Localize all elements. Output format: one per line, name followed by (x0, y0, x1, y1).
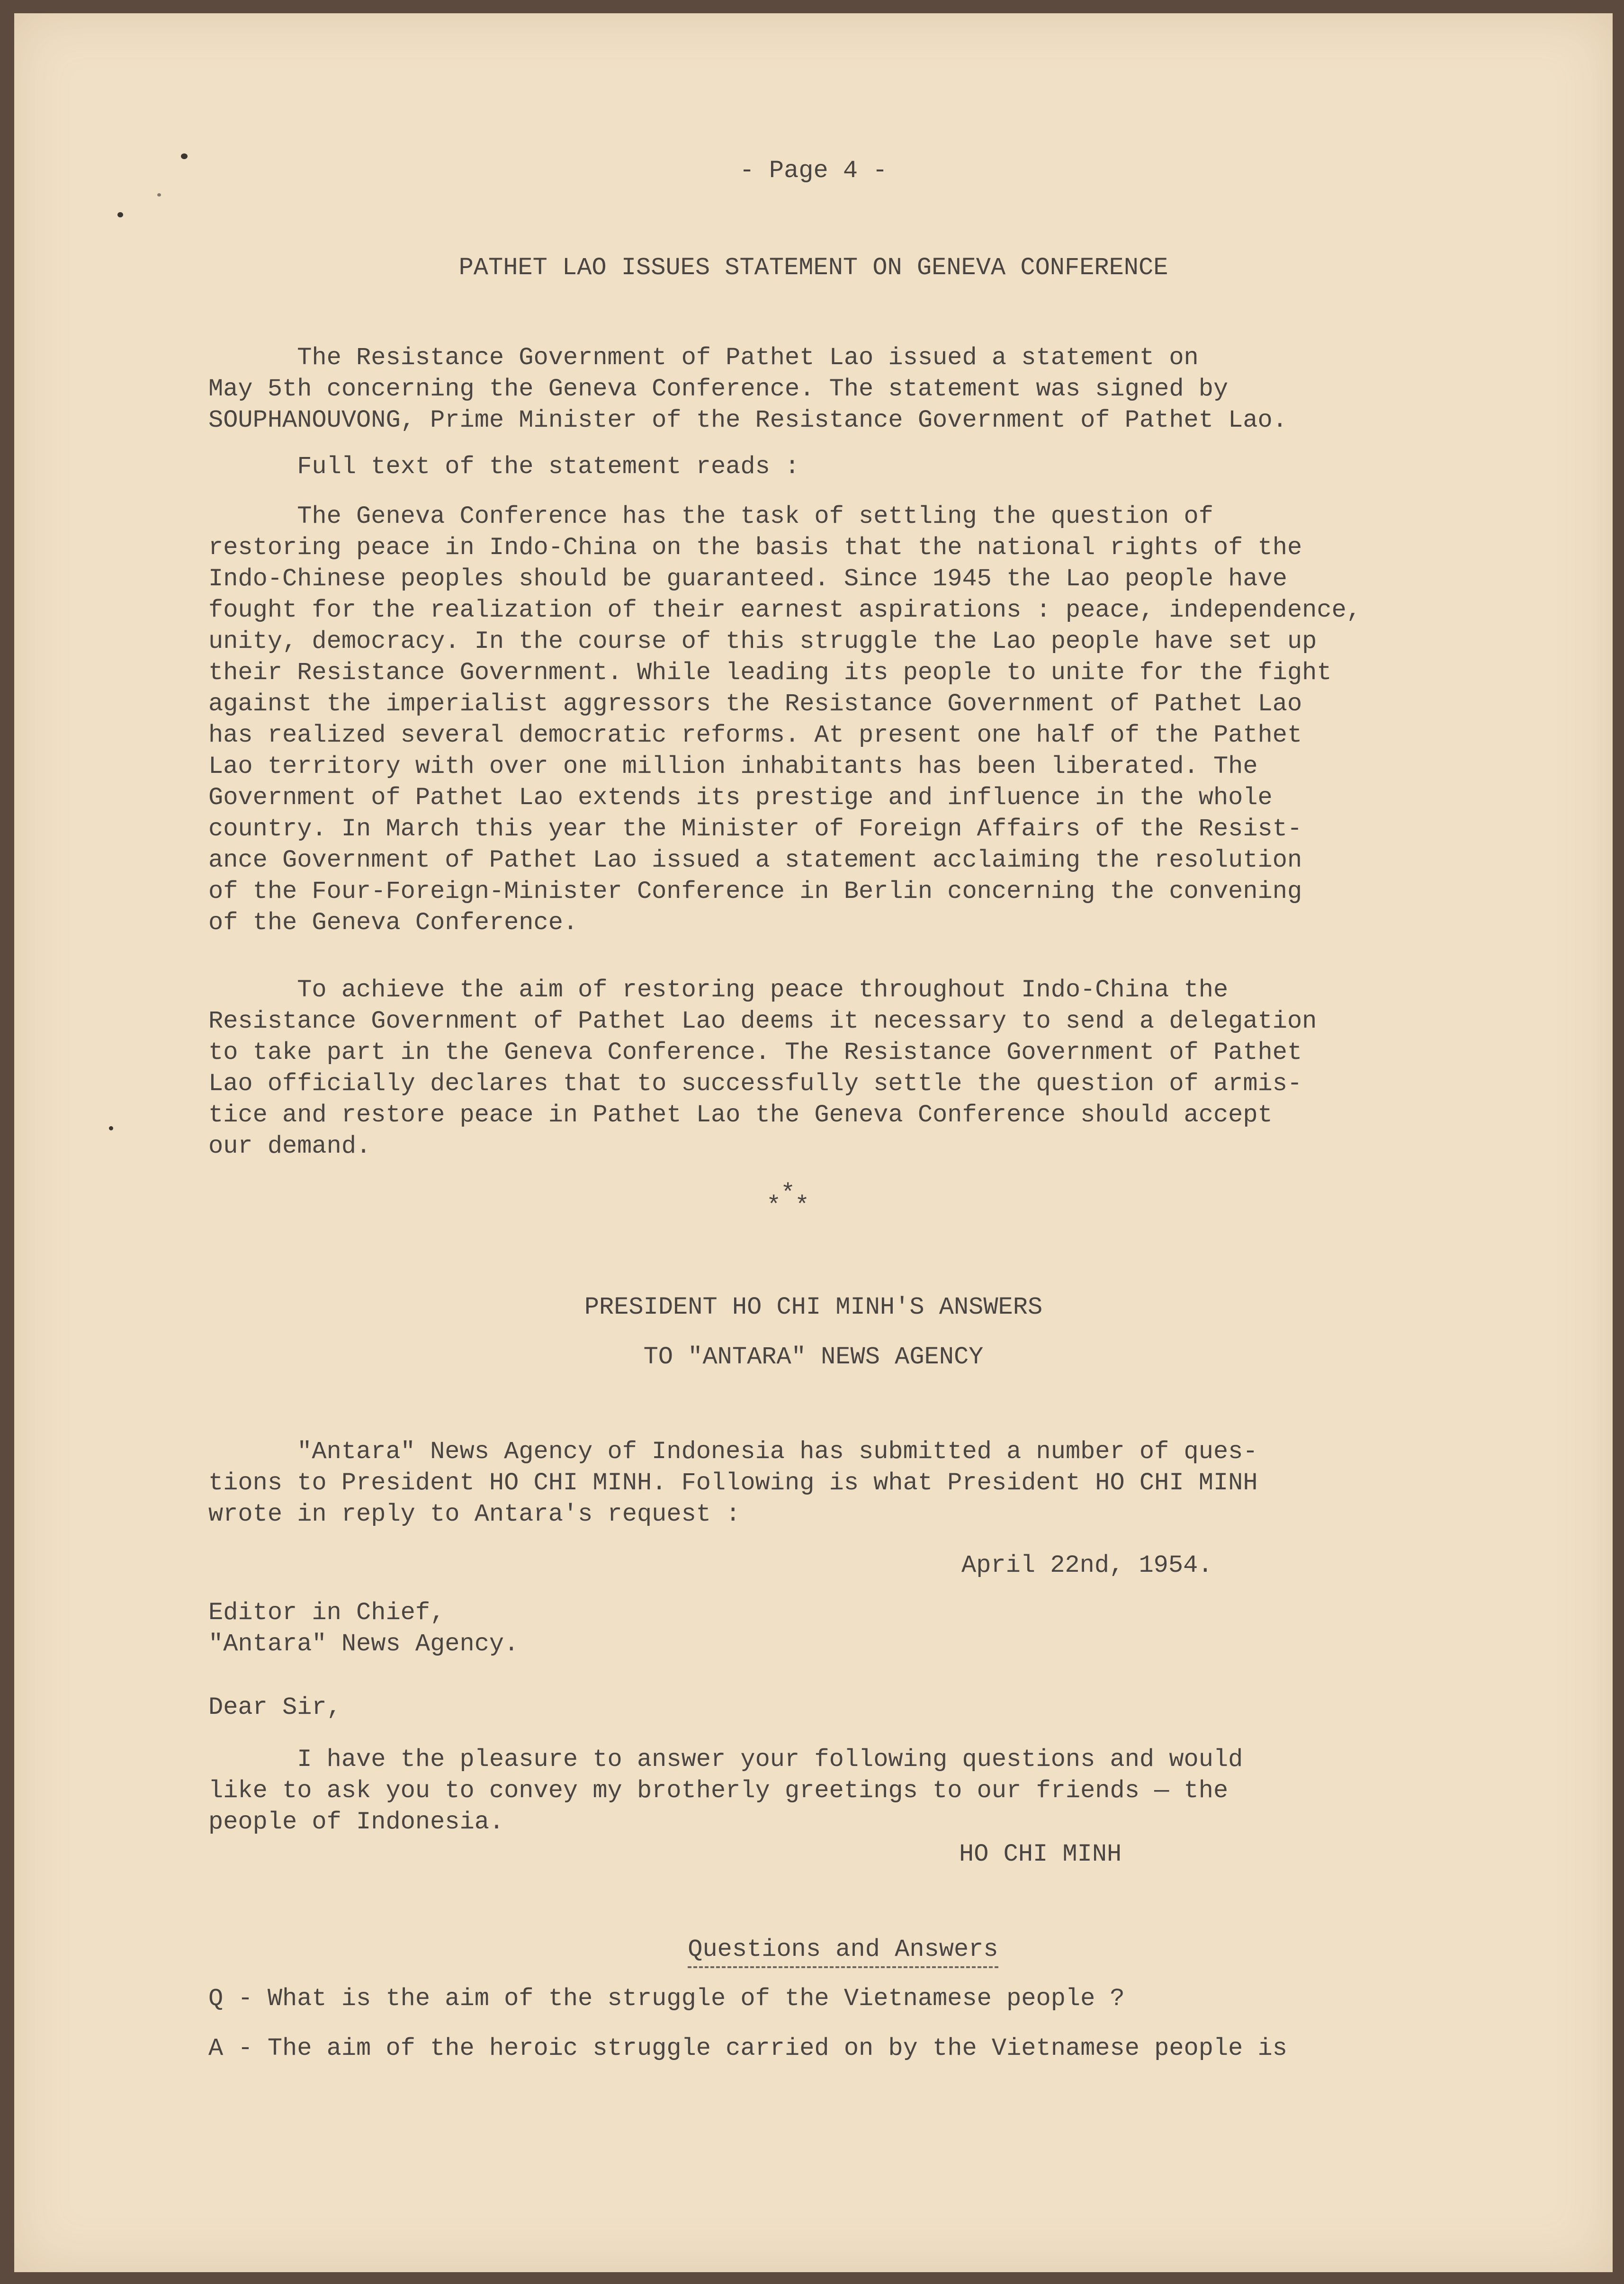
text-line: Government of Pathet Lao extends its prestige and influence in the whole (208, 784, 1273, 812)
text-line: Resistance Government of Pathet Lao deems it necessary to send a delegation (208, 1007, 1317, 1035)
text-line: To achieve the aim of restoring peace throughout Indo-China the (208, 976, 1229, 1004)
text-line: I have the pleasure to answer your following questions and would (208, 1746, 1243, 1773)
asterisk-right: * (795, 1192, 810, 1220)
text-line: to take part in the Geneva Conference. The Resistance Government of Pathet (208, 1039, 1302, 1066)
article-headline-ho-chi-minh: PRESIDENT HO CHI MINH'S ANSWERS (584, 1293, 1043, 1321)
text-line: has realized several democratic reforms. At present one half of the Pathet (208, 721, 1302, 749)
question-1: Q - What is the aim of the struggle of the Vietnamese people ? (208, 1985, 1125, 2013)
asterism-separator (758, 1178, 824, 1221)
text-line: their Resistance Government. While leading its people to unite for the fight (208, 659, 1332, 687)
letter-salutation: Dear Sir, (208, 1693, 341, 1721)
text-line: our demand. (208, 1132, 371, 1160)
asterisk-top: * (781, 1180, 796, 1208)
text-line: of the Four-Foreign-Minister Conference in Berlin concerning the convening (208, 878, 1302, 905)
text-line: restoring peace in Indo-China on the basis that the national rights of the (208, 534, 1302, 562)
text-line: people of Indonesia. (208, 1808, 504, 1836)
qa-heading-wrap (14, 1903, 1613, 1997)
ink-speck (109, 1126, 113, 1130)
asterisk-left: * (766, 1192, 781, 1220)
text-line: "Antara" News Agency. (208, 1630, 519, 1658)
letter-date: April 22nd, 1954. (961, 1551, 1213, 1579)
text-line: wrote in reply to Antara's request : (208, 1500, 741, 1528)
text-line: against the imperialist aggressors the Resistance Government of Pathet Lao (208, 690, 1302, 718)
text-line: of the Geneva Conference. (208, 909, 578, 937)
text-line: May 5th concerning the Geneva Conference. The statement was signed by (208, 375, 1229, 403)
text-line: Lao territory with over one million inhabitants has been liberated. The (208, 752, 1258, 780)
document-page (14, 13, 1613, 2272)
text-line: unity, democracy. In the course of this struggle the Lao people have set up (208, 627, 1317, 655)
text-line: tice and restore peace in Pathet Lao the Geneva Conference should accept (208, 1101, 1273, 1129)
qa-heading: Questions and Answers (688, 1935, 998, 1968)
article-headline-pathet-lao: PATHET LAO ISSUES STATEMENT ON GENEVA CONFERENCE (458, 254, 1168, 282)
page-number: - Page 4 - (739, 157, 888, 185)
text-line: "Antara" News Agency of Indonesia has submitted a number of ques- (208, 1438, 1258, 1466)
answer-1-start: A - The aim of the heroic struggle carried on by the Vietnamese people is (208, 2034, 1287, 2062)
text-line: SOUPHANOUVONG, Prime Minister of the Resistance Government of Pathet Lao. (208, 406, 1287, 434)
article-subheadline-antara: TO "ANTARA" NEWS AGENCY (643, 1343, 984, 1371)
ink-speck (157, 193, 161, 197)
ink-speck (117, 212, 123, 217)
text-line: ance Government of Pathet Lao issued a statement acclaiming the resolution (208, 846, 1302, 874)
text-line: Lao officially declares that to successfully settle the question of armis- (208, 1070, 1302, 1098)
text-line: Full text of the statement reads : (208, 453, 800, 481)
text-line: like to ask you to convey my brotherly greetings to our friends — the (208, 1777, 1229, 1805)
text-line: country. In March this year the Minister of Foreign Affairs of the Resist- (208, 815, 1302, 843)
text-line: fought for the realization of their earnest aspirations : peace, independence, (208, 596, 1361, 624)
letter-signature: HO CHI MINH (959, 1840, 1122, 1868)
text-line: tions to President HO CHI MINH. Following is what President HO CHI MINH (208, 1469, 1258, 1497)
statement-closing (208, 975, 1317, 1225)
text-line: Indo-Chinese peoples should be guaranteed. Since 1945 the Lao people have (208, 565, 1287, 593)
text-line: The Geneva Conference has the task of settling the question of (208, 502, 1213, 530)
text-line: The Resistance Government of Pathet Lao issued a statement on (208, 344, 1199, 372)
text-line: Editor in Chief, (208, 1599, 445, 1627)
